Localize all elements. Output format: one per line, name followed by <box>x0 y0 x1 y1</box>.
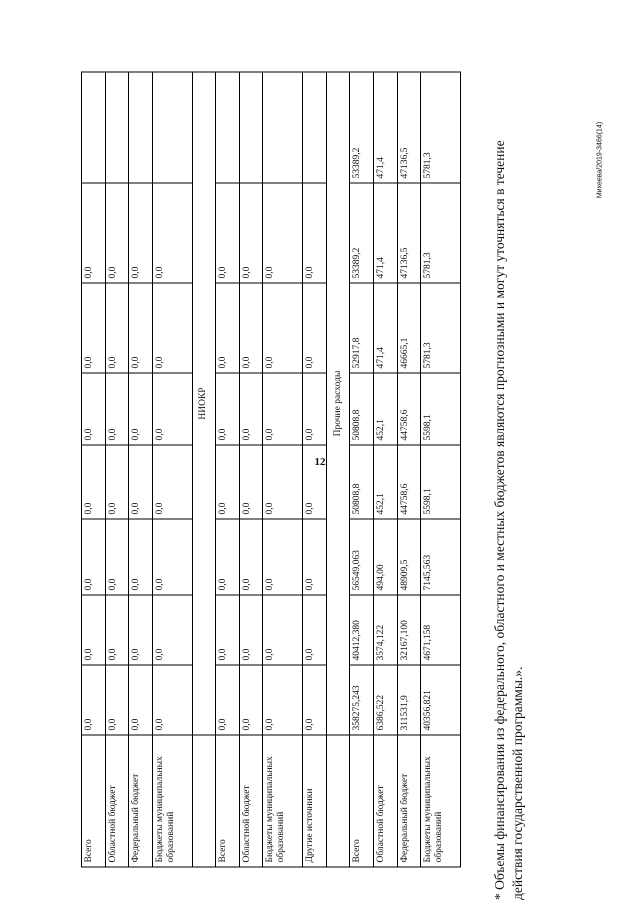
row-label: Бюджеты муниципальных образований <box>152 735 192 867</box>
value-cell: 5781,3 <box>421 183 461 283</box>
value-cell: 0,0 <box>263 373 303 445</box>
value-cell: 471,4 <box>373 72 397 183</box>
section-title: Прочие расходы <box>326 72 350 735</box>
value-cell: 50808,8 <box>350 373 374 445</box>
value-cell: 471,4 <box>373 183 397 283</box>
value-cell: 0,0 <box>303 445 327 519</box>
value-cell: 0,0 <box>129 445 153 519</box>
value-cell: 0,0 <box>263 519 303 595</box>
value-cell: 452,1 <box>373 373 397 445</box>
document-stamp: Михеева/2019-3466(14) <box>596 121 604 199</box>
section-title: НИОКР <box>192 72 216 735</box>
value-cell: 0,0 <box>303 519 327 595</box>
table-row <box>397 72 421 867</box>
row-label: Всего <box>350 735 374 867</box>
value-cell: 44758,6 <box>397 373 421 445</box>
table-body <box>82 72 461 867</box>
value-cell: 4671,158 <box>421 595 461 665</box>
value-cell: 5781,3 <box>421 283 461 373</box>
value-cell: 53389,2 <box>350 183 374 283</box>
value-cell: 0,0 <box>303 183 327 283</box>
table-row <box>129 72 153 867</box>
value-cell: 0,0 <box>82 445 106 519</box>
footnote: * Объемы финансирования из федерального, областного и местных бюджетов являются прогнозными и могут уточняться в течение действия государственной программы.». <box>491 140 525 900</box>
value-cell: 0,0 <box>303 595 327 665</box>
value-cell: 40356,821 <box>421 665 461 735</box>
value-cell: 5598,1 <box>421 373 461 445</box>
value-cell: 7145,563 <box>421 519 461 595</box>
value-cell: 46665,1 <box>397 283 421 373</box>
row-label: Областной бюджет <box>373 735 397 867</box>
row-label: Федеральный бюджет <box>397 735 421 867</box>
value-cell: 0,0 <box>152 373 192 445</box>
value-cell: 0,0 <box>152 183 192 283</box>
value-cell: 53389,2 <box>350 72 374 183</box>
value-cell: 0,0 <box>152 445 192 519</box>
section-row <box>192 72 216 867</box>
value-cell: 0,0 <box>82 283 106 373</box>
value-cell: 0,0 <box>303 373 327 445</box>
table-row <box>216 72 240 867</box>
value-cell: 494,00 <box>373 519 397 595</box>
value-cell: 40412,380 <box>350 595 374 665</box>
value-cell: 56549,063 <box>350 519 374 595</box>
table-row <box>303 72 327 867</box>
value-cell: 0,0 <box>239 283 263 373</box>
value-cell: 0,0 <box>216 283 240 373</box>
value-cell: 0,0 <box>105 665 129 735</box>
value-cell: 0,0 <box>303 283 327 373</box>
value-cell: 44758,6 <box>397 445 421 519</box>
value-cell: 0,0 <box>263 283 303 373</box>
value-cell: 0,0 <box>216 519 240 595</box>
table-row <box>350 72 374 867</box>
value-cell <box>152 72 192 183</box>
value-cell: 5598,1 <box>421 445 461 519</box>
value-cell: 0,0 <box>129 665 153 735</box>
value-cell: 0,0 <box>105 283 129 373</box>
value-cell: 0,0 <box>263 595 303 665</box>
row-label: Бюджеты муниципальных образований <box>421 735 461 867</box>
value-cell: 0,0 <box>129 595 153 665</box>
table-row <box>373 72 397 867</box>
value-cell: 0,0 <box>216 373 240 445</box>
value-cell: 0,0 <box>129 373 153 445</box>
value-cell: 0,0 <box>82 519 106 595</box>
value-cell: 47136,5 <box>397 72 421 183</box>
row-label: Федеральный бюджет <box>129 735 153 867</box>
value-cell: 0,0 <box>152 519 192 595</box>
table-row <box>263 72 303 867</box>
value-cell <box>105 72 129 183</box>
table-row <box>105 72 129 867</box>
value-cell: 0,0 <box>152 665 192 735</box>
value-cell: 358275,243 <box>350 665 374 735</box>
value-cell: 52917,8 <box>350 283 374 373</box>
value-cell <box>82 72 106 183</box>
value-cell: 6386,522 <box>373 665 397 735</box>
value-cell: 0,0 <box>152 283 192 373</box>
table-row <box>239 72 263 867</box>
value-cell: 0,0 <box>239 665 263 735</box>
value-cell: 3574,122 <box>373 595 397 665</box>
value-cell: 0,0 <box>216 183 240 283</box>
value-cell: 0,0 <box>239 373 263 445</box>
value-cell: 50808,8 <box>350 445 374 519</box>
value-cell: 0,0 <box>239 183 263 283</box>
value-cell: 0,0 <box>82 595 106 665</box>
financing-table-wrapper <box>81 73 461 868</box>
value-cell: 32167,100 <box>397 595 421 665</box>
value-cell: 0,0 <box>263 665 303 735</box>
value-cell: 0,0 <box>129 519 153 595</box>
value-cell: 0,0 <box>105 183 129 283</box>
row-label: Всего <box>216 735 240 867</box>
row-label: Всего <box>82 735 106 867</box>
value-cell: 5781,3 <box>421 72 461 183</box>
value-cell: 0,0 <box>129 183 153 283</box>
value-cell: 0,0 <box>129 283 153 373</box>
table-row <box>421 72 461 867</box>
value-cell: 0,0 <box>152 595 192 665</box>
value-cell: 0,0 <box>239 595 263 665</box>
section-label-cell <box>326 735 350 867</box>
value-cell: 452,1 <box>373 445 397 519</box>
financing-table <box>81 72 461 868</box>
value-cell <box>239 72 263 183</box>
table-row <box>82 72 106 867</box>
page-number: 12 <box>314 456 326 468</box>
value-cell: 471,4 <box>373 283 397 373</box>
value-cell: 47136,5 <box>397 183 421 283</box>
row-label: Областной бюджет <box>239 735 263 867</box>
value-cell: 311531,9 <box>397 665 421 735</box>
value-cell: 0,0 <box>303 665 327 735</box>
section-label-cell <box>192 735 216 867</box>
value-cell: 0,0 <box>239 519 263 595</box>
value-cell: 0,0 <box>263 445 303 519</box>
value-cell: 0,0 <box>216 595 240 665</box>
value-cell: 0,0 <box>82 183 106 283</box>
value-cell: 0,0 <box>105 373 129 445</box>
value-cell: 0,0 <box>105 445 129 519</box>
value-cell: 0,0 <box>263 183 303 283</box>
value-cell: 0,0 <box>216 445 240 519</box>
value-cell <box>216 72 240 183</box>
value-cell: 0,0 <box>216 665 240 735</box>
row-label: Областной бюджет <box>105 735 129 867</box>
table-row <box>152 72 192 867</box>
value-cell: 0,0 <box>82 665 106 735</box>
value-cell: 0,0 <box>105 595 129 665</box>
value-cell <box>303 72 327 183</box>
row-label: Другие источники <box>303 735 327 867</box>
value-cell: 0,0 <box>82 373 106 445</box>
row-label: Бюджеты муниципальных образований <box>263 735 303 867</box>
value-cell: 0,0 <box>105 519 129 595</box>
value-cell <box>129 72 153 183</box>
section-row <box>326 72 350 867</box>
value-cell <box>263 72 303 183</box>
value-cell: 0,0 <box>239 445 263 519</box>
value-cell: 48909,5 <box>397 519 421 595</box>
